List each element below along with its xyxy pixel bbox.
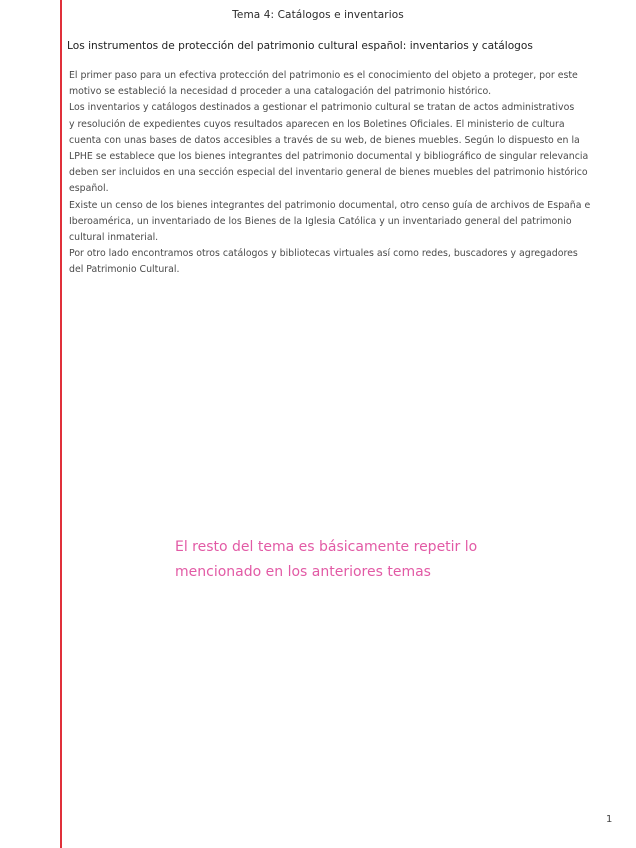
section-heading: Los instrumentos de protección del patrimonio cultural español: inventarios y catálogos: [67, 40, 533, 52]
body-line: Los inventarios y catálogos destinados a gestionar el patrimonio cultural se tratan de actos administrativos: [69, 102, 575, 114]
note-line: mencionado en los anteriores temas: [175, 563, 431, 580]
body-line: Por otro lado encontramos otros catálogos y bibliotecas virtuales así como redes, buscadores y agregadores: [69, 248, 578, 260]
body-line: español.: [69, 183, 109, 195]
body-line: del Patrimonio Cultural.: [69, 264, 180, 276]
body-line: El primer paso para un efectiva protección del patrimonio es el conocimiento del objeto a proteger, por este: [69, 70, 578, 81]
body-line: Existe un censo de los bienes integrantes del patrimonio documental, otro censo guía de archivos de España e: [69, 199, 591, 211]
handwritten-note: [175, 535, 477, 584]
body-line: cultural inmaterial.: [69, 232, 159, 244]
body-line: deben ser incluidos en una sección especial del inventario general de bienes muebles del patrimonio histórico: [69, 167, 588, 179]
page-title: Tema 4: Catálogos e inventarios: [232, 9, 404, 21]
body-text: [69, 68, 617, 279]
body-line: y resolución de expedientes cuyos resultados aparecen en los Boletines Oficiales. El ministerio de cultura: [69, 118, 565, 130]
body-line: LPHE se establece que los bienes integrantes del patrimonio documental y bibliográfico de singular relevancia: [69, 151, 589, 163]
note-line: El resto del tema es básicamente repetir lo: [175, 539, 478, 555]
body-line: Iberoamérica, un inventariado de los Bienes de la Iglesia Católica y un inventariado general del patrimonio: [69, 215, 572, 227]
page-number: 1: [606, 814, 613, 825]
margin-line: [60, 0, 62, 848]
body-line: motivo se estableció la necesidad d proceder a una catalogación del patrimonio histórico.: [69, 86, 492, 98]
body-line: cuenta con unas bases de datos accesibles a través de su web, de bienes muebles. Según lo dispuesto en la: [69, 134, 580, 146]
